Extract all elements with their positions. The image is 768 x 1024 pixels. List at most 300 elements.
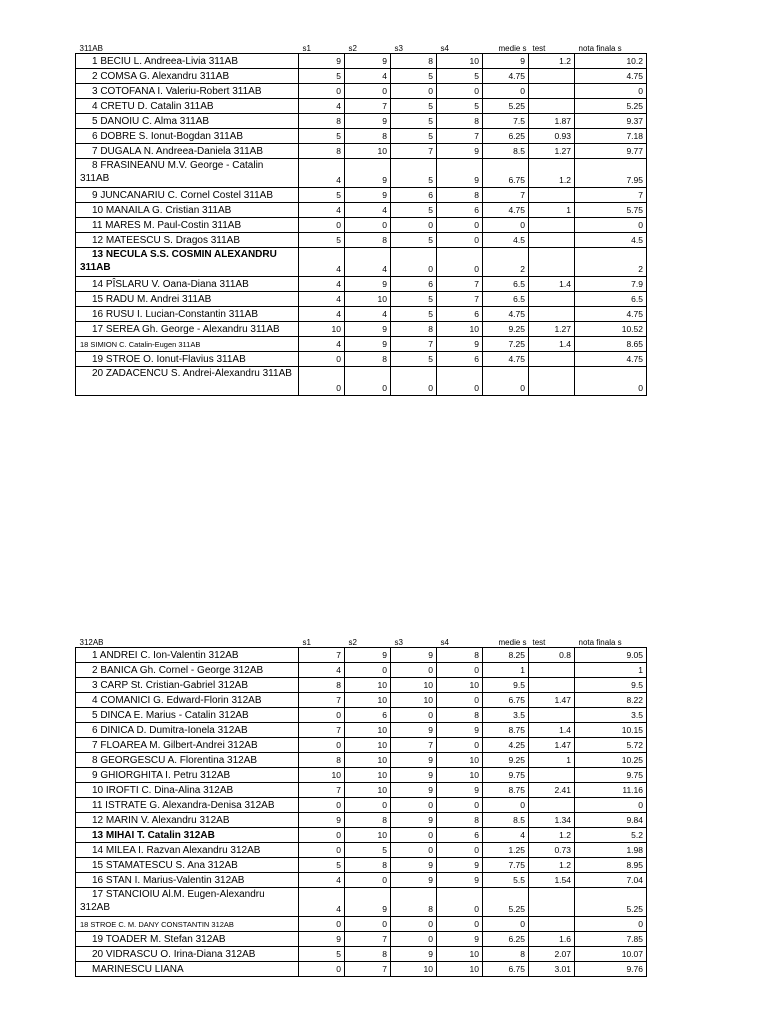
student-name-cell: 4 COMANICI G. Edward-Florin 312AB <box>76 693 299 708</box>
student-name-cell: 10 MANAILA G. Cristian 311AB <box>76 203 299 218</box>
student-name-cell: 15 STAMATESCU S. Ana 312AB <box>76 858 299 873</box>
student-name-cell: 11 MARES M. Paul-Costin 311AB <box>76 218 299 233</box>
s3-cell: 0 <box>391 798 437 813</box>
s1-cell: 0 <box>299 828 345 843</box>
table-row <box>76 738 647 753</box>
table-row <box>76 917 647 932</box>
s1-cell: 0 <box>299 843 345 858</box>
s2-cell: 0 <box>345 367 391 396</box>
s4-cell: 0 <box>437 798 483 813</box>
s3-cell: 5 <box>391 129 437 144</box>
table-row <box>76 292 647 307</box>
test-cell: 1.87 <box>529 114 575 129</box>
header-medie: medie s <box>498 638 527 647</box>
final-grade-cell: 3.5 <box>575 708 647 723</box>
table-row <box>76 678 647 693</box>
s3-cell: 0 <box>391 843 437 858</box>
s2-cell: 8 <box>345 858 391 873</box>
s2-cell: 10 <box>345 292 391 307</box>
s3-cell: 5 <box>391 292 437 307</box>
table-row <box>76 218 647 233</box>
student-name-cell: 20 ZADACENCU S. Andrei-Alexandru 311AB <box>76 367 299 396</box>
medie-cell: 6.25 <box>483 932 529 947</box>
table-row <box>76 159 647 188</box>
header-group: 311AB <box>79 44 103 53</box>
s3-cell: 5 <box>391 203 437 218</box>
s4-cell: 0 <box>437 233 483 248</box>
medie-cell: 9.25 <box>483 753 529 768</box>
s2-cell: 10 <box>345 678 391 693</box>
s2-cell: 7 <box>345 99 391 114</box>
medie-cell: 4 <box>483 828 529 843</box>
s1-cell: 4 <box>299 99 345 114</box>
medie-cell: 0 <box>483 218 529 233</box>
s3-cell: 0 <box>391 367 437 396</box>
test-cell: 1.47 <box>529 693 575 708</box>
final-grade-cell: 11.16 <box>575 783 647 798</box>
s4-cell: 7 <box>437 129 483 144</box>
final-grade-cell: 7.95 <box>575 159 647 188</box>
s2-cell: 7 <box>345 932 391 947</box>
test-cell <box>529 367 575 396</box>
table-row <box>76 962 647 977</box>
student-name-cell: 6 DOBRE S. Ionut-Bogdan 311AB <box>76 129 299 144</box>
student-name-cell: MARINESCU LIANA <box>76 962 299 977</box>
s1-cell: 5 <box>299 69 345 84</box>
s3-cell: 0 <box>391 663 437 678</box>
test-cell <box>529 917 575 932</box>
s4-cell: 7 <box>437 277 483 292</box>
s4-cell: 9 <box>437 873 483 888</box>
student-name-cell: 2 COMSA G. Alexandru 311AB <box>76 69 299 84</box>
header-medie: medie s <box>498 44 527 53</box>
student-name-cell: 14 PÎSLARU V. Oana-Diana 311AB <box>76 277 299 292</box>
test-cell: 1.2 <box>529 858 575 873</box>
s1-cell: 4 <box>299 873 345 888</box>
final-grade-cell: 5.2 <box>575 828 647 843</box>
final-grade-cell: 0 <box>575 84 647 99</box>
final-grade-cell: 0 <box>575 218 647 233</box>
s3-cell: 0 <box>391 248 437 277</box>
s4-cell: 0 <box>437 843 483 858</box>
medie-cell: 2 <box>483 248 529 277</box>
medie-cell: 9.75 <box>483 768 529 783</box>
s2-cell: 9 <box>345 54 391 69</box>
s1-cell: 9 <box>299 813 345 828</box>
medie-cell: 5.5 <box>483 873 529 888</box>
medie-cell: 9.5 <box>483 678 529 693</box>
s1-cell: 9 <box>299 54 345 69</box>
final-grade-cell: 6.5 <box>575 292 647 307</box>
test-cell <box>529 84 575 99</box>
s2-cell: 10 <box>345 723 391 738</box>
header-s3: s3 <box>394 44 403 53</box>
s2-cell: 4 <box>345 248 391 277</box>
s4-cell: 9 <box>437 337 483 352</box>
s3-cell: 9 <box>391 753 437 768</box>
s1-cell: 0 <box>299 738 345 753</box>
test-cell: 0.93 <box>529 129 575 144</box>
s2-cell: 7 <box>345 962 391 977</box>
s4-cell: 8 <box>437 114 483 129</box>
test-cell: 1.47 <box>529 738 575 753</box>
s3-cell: 9 <box>391 768 437 783</box>
medie-cell: 1.25 <box>483 843 529 858</box>
s4-cell: 7 <box>437 292 483 307</box>
test-cell <box>529 233 575 248</box>
s4-cell: 9 <box>437 783 483 798</box>
s2-cell: 10 <box>345 783 391 798</box>
s2-cell: 10 <box>345 738 391 753</box>
test-cell <box>529 307 575 322</box>
medie-cell: 8.5 <box>483 144 529 159</box>
grade-table-311ab <box>75 41 647 396</box>
medie-cell: 0 <box>483 367 529 396</box>
s2-cell: 9 <box>345 114 391 129</box>
test-cell: 2.07 <box>529 947 575 962</box>
final-grade-cell: 5.25 <box>575 99 647 114</box>
s3-cell: 9 <box>391 858 437 873</box>
s1-cell: 4 <box>299 888 345 917</box>
final-grade-cell: 9.05 <box>575 648 647 663</box>
test-cell <box>529 99 575 114</box>
final-grade-cell: 8.22 <box>575 693 647 708</box>
table-row <box>76 367 647 396</box>
s2-cell: 8 <box>345 813 391 828</box>
s3-cell: 6 <box>391 277 437 292</box>
table-header <box>76 635 647 648</box>
s3-cell: 5 <box>391 114 437 129</box>
s1-cell: 0 <box>299 962 345 977</box>
s2-cell: 8 <box>345 129 391 144</box>
s1-cell: 7 <box>299 648 345 663</box>
test-cell <box>529 352 575 367</box>
s4-cell: 8 <box>437 648 483 663</box>
s2-cell: 4 <box>345 203 391 218</box>
s3-cell: 0 <box>391 218 437 233</box>
student-name-cell: 10 IROFTI C. Dina-Alina 312AB <box>76 783 299 798</box>
s4-cell: 8 <box>437 188 483 203</box>
s4-cell: 10 <box>437 947 483 962</box>
header-s1: s1 <box>302 44 311 53</box>
medie-cell: 5.25 <box>483 99 529 114</box>
s4-cell: 0 <box>437 84 483 99</box>
s4-cell: 8 <box>437 813 483 828</box>
header-test: test <box>532 638 546 647</box>
table-row <box>76 783 647 798</box>
s2-cell: 8 <box>345 352 391 367</box>
s2-cell: 0 <box>345 663 391 678</box>
test-cell <box>529 188 575 203</box>
test-cell: 1.2 <box>529 54 575 69</box>
test-cell <box>529 708 575 723</box>
medie-cell: 1 <box>483 663 529 678</box>
s1-cell: 4 <box>299 277 345 292</box>
s1-cell: 9 <box>299 932 345 947</box>
table-row <box>76 84 647 99</box>
test-cell <box>529 798 575 813</box>
s4-cell: 5 <box>437 69 483 84</box>
table-row <box>76 277 647 292</box>
s1-cell: 0 <box>299 352 345 367</box>
final-grade-cell: 0 <box>575 367 647 396</box>
final-grade-cell: 5.75 <box>575 203 647 218</box>
table-header <box>76 41 647 54</box>
medie-cell: 9.25 <box>483 322 529 337</box>
s2-cell: 9 <box>345 322 391 337</box>
s1-cell: 8 <box>299 144 345 159</box>
final-grade-cell: 10.52 <box>575 322 647 337</box>
test-cell <box>529 888 575 917</box>
table-row <box>76 203 647 218</box>
s3-cell: 5 <box>391 159 437 188</box>
table-row <box>76 129 647 144</box>
s2-cell: 0 <box>345 798 391 813</box>
s4-cell: 9 <box>437 932 483 947</box>
medie-cell: 8.25 <box>483 648 529 663</box>
final-grade-cell: 1.98 <box>575 843 647 858</box>
student-name-cell: 17 SEREA Gh. George - Alexandru 311AB <box>76 322 299 337</box>
medie-cell: 6.25 <box>483 129 529 144</box>
medie-cell: 4.75 <box>483 203 529 218</box>
s4-cell: 0 <box>437 888 483 917</box>
s1-cell: 0 <box>299 798 345 813</box>
table-row <box>76 828 647 843</box>
test-cell: 2.41 <box>529 783 575 798</box>
s4-cell: 10 <box>437 322 483 337</box>
s2-cell: 9 <box>345 648 391 663</box>
medie-cell: 9 <box>483 54 529 69</box>
student-name-cell: 19 STROE O. Ionut-Flavius 311AB <box>76 352 299 367</box>
s4-cell: 6 <box>437 203 483 218</box>
s2-cell: 9 <box>345 277 391 292</box>
final-grade-cell: 0 <box>575 917 647 932</box>
table-row <box>76 69 647 84</box>
student-name-cell: 2 BANICA Gh. Cornel - George 312AB <box>76 663 299 678</box>
test-cell: 0.73 <box>529 843 575 858</box>
final-grade-cell: 9.77 <box>575 144 647 159</box>
medie-cell: 8.75 <box>483 723 529 738</box>
s1-cell: 4 <box>299 337 345 352</box>
s3-cell: 8 <box>391 322 437 337</box>
final-grade-cell: 4.75 <box>575 307 647 322</box>
s2-cell: 0 <box>345 873 391 888</box>
student-name-cell: 12 MATEESCU S. Dragos 311AB <box>76 233 299 248</box>
final-grade-cell: 9.84 <box>575 813 647 828</box>
table-row <box>76 54 647 69</box>
s4-cell: 6 <box>437 352 483 367</box>
s1-cell: 4 <box>299 159 345 188</box>
medie-cell: 7.25 <box>483 337 529 352</box>
s1-cell: 0 <box>299 84 345 99</box>
s4-cell: 0 <box>437 663 483 678</box>
s2-cell: 10 <box>345 144 391 159</box>
s3-cell: 9 <box>391 813 437 828</box>
s3-cell: 0 <box>391 932 437 947</box>
student-name-cell: 3 COTOFANA I. Valeriu-Robert 311AB <box>76 84 299 99</box>
s3-cell: 5 <box>391 99 437 114</box>
s3-cell: 8 <box>391 888 437 917</box>
medie-cell: 6.75 <box>483 962 529 977</box>
header-final: nota finala s <box>578 44 622 53</box>
final-grade-cell: 7.18 <box>575 129 647 144</box>
final-grade-cell: 2 <box>575 248 647 277</box>
table-row <box>76 188 647 203</box>
s4-cell: 0 <box>437 738 483 753</box>
final-grade-cell: 4.75 <box>575 352 647 367</box>
test-cell <box>529 768 575 783</box>
s4-cell: 5 <box>437 99 483 114</box>
s1-cell: 4 <box>299 203 345 218</box>
medie-cell: 7.5 <box>483 114 529 129</box>
s1-cell: 8 <box>299 678 345 693</box>
table-row <box>76 858 647 873</box>
s1-cell: 5 <box>299 233 345 248</box>
s3-cell: 0 <box>391 708 437 723</box>
table-row <box>76 873 647 888</box>
final-grade-cell: 9.75 <box>575 768 647 783</box>
s2-cell: 10 <box>345 693 391 708</box>
s3-cell: 0 <box>391 84 437 99</box>
medie-cell: 5.25 <box>483 888 529 917</box>
table-row <box>76 248 647 277</box>
s3-cell: 9 <box>391 783 437 798</box>
test-cell: 1 <box>529 203 575 218</box>
medie-cell: 0 <box>483 917 529 932</box>
s4-cell: 10 <box>437 962 483 977</box>
s3-cell: 9 <box>391 723 437 738</box>
s1-cell: 5 <box>299 188 345 203</box>
table-row <box>76 932 647 947</box>
final-grade-cell: 10.07 <box>575 947 647 962</box>
test-cell: 1.4 <box>529 723 575 738</box>
final-grade-cell: 9.76 <box>575 962 647 977</box>
s4-cell: 0 <box>437 917 483 932</box>
s1-cell: 0 <box>299 917 345 932</box>
test-cell <box>529 218 575 233</box>
student-name-cell: 13 MIHAI T. Catalin 312AB <box>76 828 299 843</box>
s1-cell: 10 <box>299 322 345 337</box>
medie-cell: 7 <box>483 188 529 203</box>
student-name-cell: 9 JUNCANARIU C. Cornel Costel 311AB <box>76 188 299 203</box>
student-name-cell: 20 VIDRASCU O. Irina-Diana 312AB <box>76 947 299 962</box>
table-row <box>76 648 647 663</box>
header-group: 312AB <box>79 638 104 647</box>
student-name-cell: 7 DUGALA N. Andreea-Daniela 311AB <box>76 144 299 159</box>
table-row <box>76 322 647 337</box>
s4-cell: 6 <box>437 307 483 322</box>
medie-cell: 4.5 <box>483 233 529 248</box>
s1-cell: 10 <box>299 768 345 783</box>
student-name-cell: 8 FRASINEANU M.V. George - Catalin 311AB <box>76 159 299 188</box>
header-s1: s1 <box>302 638 311 647</box>
header-s4: s4 <box>440 638 449 647</box>
medie-cell: 0 <box>483 798 529 813</box>
s2-cell: 8 <box>345 947 391 962</box>
final-grade-cell: 7.04 <box>575 873 647 888</box>
student-name-cell: 19 TOADER M. Stefan 312AB <box>76 932 299 947</box>
s2-cell: 10 <box>345 753 391 768</box>
s3-cell: 5 <box>391 233 437 248</box>
table-row <box>76 813 647 828</box>
final-grade-cell: 4.5 <box>575 233 647 248</box>
s4-cell: 0 <box>437 693 483 708</box>
s3-cell: 10 <box>391 678 437 693</box>
final-grade-cell: 5.72 <box>575 738 647 753</box>
test-cell <box>529 248 575 277</box>
s3-cell: 0 <box>391 828 437 843</box>
medie-cell: 8 <box>483 947 529 962</box>
table-row <box>76 843 647 858</box>
medie-cell: 4.75 <box>483 307 529 322</box>
s2-cell: 10 <box>345 828 391 843</box>
test-cell <box>529 292 575 307</box>
test-cell: 1.34 <box>529 813 575 828</box>
s1-cell: 5 <box>299 858 345 873</box>
table-body <box>76 54 647 396</box>
s2-cell: 5 <box>345 843 391 858</box>
s1-cell: 4 <box>299 292 345 307</box>
s2-cell: 6 <box>345 708 391 723</box>
s3-cell: 10 <box>391 693 437 708</box>
final-grade-cell: 0 <box>575 798 647 813</box>
s2-cell: 9 <box>345 188 391 203</box>
s3-cell: 7 <box>391 738 437 753</box>
s1-cell: 0 <box>299 367 345 396</box>
s4-cell: 9 <box>437 858 483 873</box>
test-cell: 1.2 <box>529 828 575 843</box>
final-grade-cell: 10.15 <box>575 723 647 738</box>
table-row <box>76 947 647 962</box>
s1-cell: 8 <box>299 753 345 768</box>
final-grade-cell: 7 <box>575 188 647 203</box>
medie-cell: 6.75 <box>483 693 529 708</box>
test-cell: 1.4 <box>529 277 575 292</box>
student-name-cell: 7 FLOAREA M. Gilbert-Andrei 312AB <box>76 738 299 753</box>
table-row <box>76 753 647 768</box>
final-grade-cell: 10.2 <box>575 54 647 69</box>
grade-table-312ab <box>75 635 647 977</box>
student-name-cell: 13 NECULA S.S. COSMIN ALEXANDRU 311AB <box>76 248 299 277</box>
s4-cell: 9 <box>437 723 483 738</box>
s2-cell: 9 <box>345 337 391 352</box>
s1-cell: 4 <box>299 663 345 678</box>
test-cell <box>529 69 575 84</box>
s3-cell: 7 <box>391 144 437 159</box>
table-row <box>76 798 647 813</box>
table-row <box>76 888 647 917</box>
table-row <box>76 768 647 783</box>
s4-cell: 10 <box>437 753 483 768</box>
student-name-cell: 12 MARIN V. Alexandru 312AB <box>76 813 299 828</box>
s3-cell: 7 <box>391 337 437 352</box>
s1-cell: 8 <box>299 114 345 129</box>
medie-cell: 0 <box>483 84 529 99</box>
test-cell: 1.54 <box>529 873 575 888</box>
s2-cell: 4 <box>345 307 391 322</box>
student-name-cell: 16 RUSU I. Lucian-Constantin 311AB <box>76 307 299 322</box>
s3-cell: 0 <box>391 917 437 932</box>
student-name-cell: 17 STANCIOIU Al.M. Eugen-Alexandru 312AB <box>76 888 299 917</box>
s4-cell: 0 <box>437 367 483 396</box>
s3-cell: 5 <box>391 307 437 322</box>
student-name-cell: 15 RADU M. Andrei 311AB <box>76 292 299 307</box>
student-name-cell: 11 ISTRATE G. Alexandra-Denisa 312AB <box>76 798 299 813</box>
header-s3: s3 <box>394 638 403 647</box>
s1-cell: 0 <box>299 708 345 723</box>
medie-cell: 8.75 <box>483 783 529 798</box>
s4-cell: 9 <box>437 144 483 159</box>
